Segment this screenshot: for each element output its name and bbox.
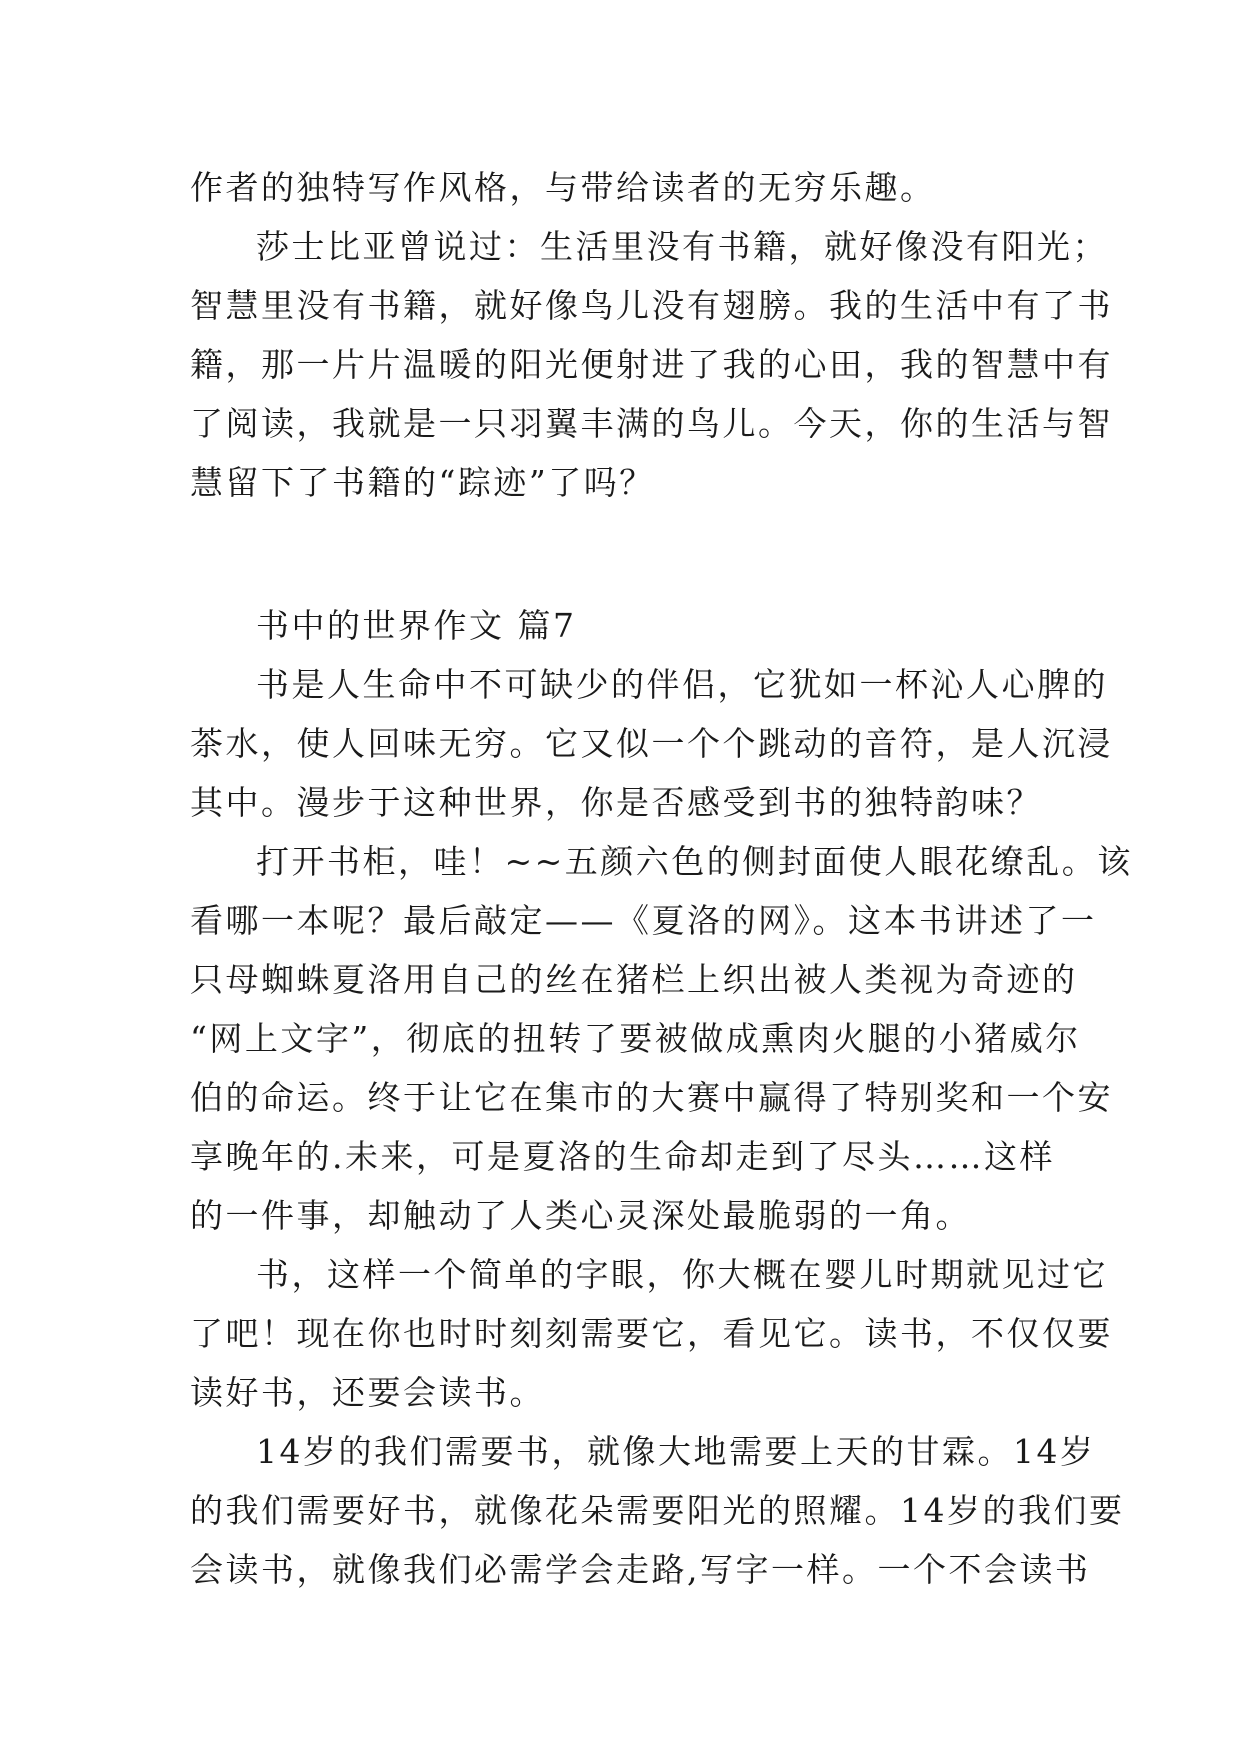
paragraph-block-top <box>190 158 1113 512</box>
text-line: 享晚年的.未来，可是夏洛的生命却走到了尽头……这样 <box>190 1137 1055 1176</box>
text-line: 书是人生命中不可缺少的伴侣，它犹如一杯沁人心脾的 <box>256 665 1108 704</box>
paragraph-block-bottom <box>190 655 1133 1599</box>
text-line: 只母蜘蛛夏洛用自己的丝在猪栏上织出被人类视为奇迹的 <box>190 960 1078 999</box>
text-line: 书，这样一个简单的字眼，你大概在婴儿时期就见过它 <box>256 1255 1108 1294</box>
text-line: 14岁的我们需要书，就像大地需要上天的甘霖。14岁 <box>256 1432 1096 1471</box>
text-line: 看哪一本呢？最后敲定——《夏洛的网》。这本书讲述了一 <box>190 901 1097 940</box>
text-line: 莎士比亚曾说过：生活里没有书籍，就好像没有阳光； <box>256 227 1108 266</box>
text-line: 会读书，就像我们必需学会走路,写字一样。一个不会读书 <box>190 1550 1091 1589</box>
document-page <box>190 158 1133 1599</box>
text-line: 智慧里没有书籍，就好像鸟儿没有翅膀。我的生活中有了书 <box>190 286 1113 325</box>
text-line: 了吧！现在你也时时刻刻需要它，看见它。读书，不仅仅要 <box>190 1314 1113 1353</box>
text-line: 伯的命运。终于让它在集市的大赛中赢得了特别奖和一个安 <box>190 1078 1113 1117</box>
text-line: 读好书，还要会读书。 <box>190 1373 545 1412</box>
text-line: 打开书柜，哇！~~五颜六色的侧封面使人眼花缭乱。该 <box>256 842 1133 881</box>
section-title: 书中的世界作文 篇7 <box>256 606 577 645</box>
text-line: 其中。漫步于这种世界，你是否感受到书的独特韵味？ <box>190 783 1042 822</box>
section-gap <box>190 512 1050 596</box>
text-line: “网上文字”，彻底的扭转了要被做成熏肉火腿的小猪威尔 <box>190 1019 1081 1058</box>
text-line: 的一件事，却触动了人类心灵深处最脆弱的一角。 <box>190 1196 971 1235</box>
text-line: 茶水，使人回味无穷。它又似一个个跳动的音符，是人沉浸 <box>190 724 1113 763</box>
text-line: 作者的独特写作风格，与带给读者的无穷乐趣。 <box>190 168 936 207</box>
text-line: 籍，那一片片温暖的阳光便射进了我的心田，我的智慧中有 <box>190 345 1113 384</box>
text-line: 了阅读，我就是一只羽翼丰满的鸟儿。今天，你的生活与智 <box>190 404 1113 443</box>
text-line: 慧留下了书籍的“踪迹”了吗？ <box>190 463 655 502</box>
text-line: 的我们需要好书，就像花朵需要阳光的照耀。14岁的我们要 <box>190 1491 1125 1530</box>
